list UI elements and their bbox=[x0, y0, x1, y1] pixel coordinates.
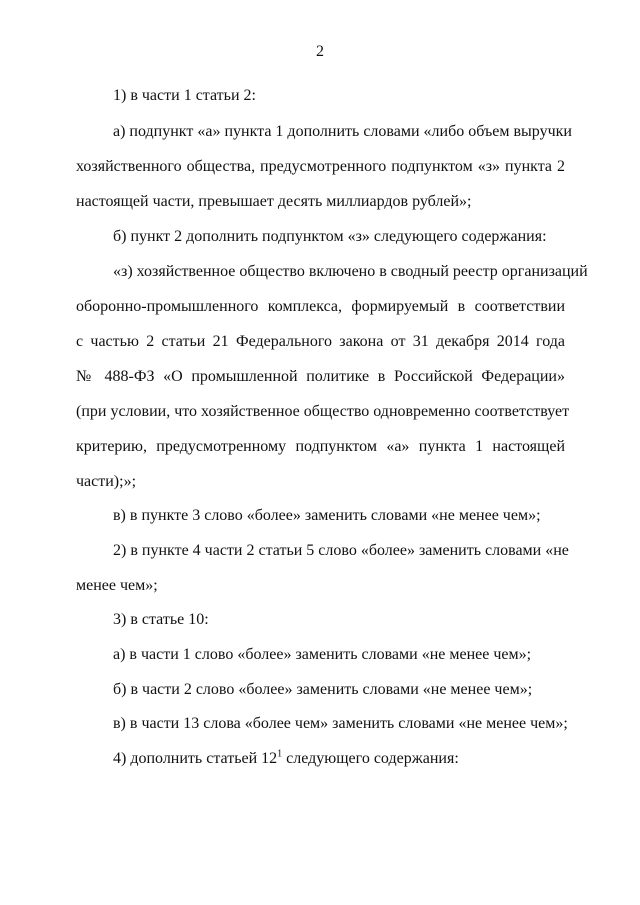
paragraph-line-5: б) пункт 2 дополнить подпунктом «з» следующего содержания: bbox=[113, 228, 547, 245]
paragraph-line-14: 2) в пункте 4 части 2 статьи 5 слово «более» заменить словами «не bbox=[113, 542, 569, 559]
paragraph-line-19: в) в части 13 слова «более чем» заменить словами «не менее чем»; bbox=[113, 715, 568, 732]
paragraph-line-20 bbox=[113, 749, 459, 769]
paragraph-line-3: хозяйственного общества, предусмотренного подпунктом «з» пункта 2 bbox=[76, 158, 565, 175]
page-number: 2 bbox=[316, 43, 324, 60]
paragraph-line-1: 1) в части 1 статьи 2: bbox=[113, 87, 256, 104]
paragraph-line-13: в) в пункте 3 слово «более» заменить словами «не менее чем»; bbox=[113, 507, 541, 524]
article-superscript: 1 bbox=[277, 748, 283, 760]
paragraph-line-7: оборонно-промышленного комплекса, формируемый в соответствии bbox=[76, 298, 565, 315]
paragraph-line-8: с частью 2 статьи 21 Федерального закона от 31 декабря 2014 года bbox=[76, 333, 565, 350]
paragraph-line-11: критерию, предусмотренному подпунктом «а» пункта 1 настоящей bbox=[76, 438, 565, 455]
paragraph-line-4: настоящей части, превышает десять миллиардов рублей»; bbox=[76, 193, 472, 210]
paragraph-line-10: (при условии, что хозяйственное общество одновременно соответствует bbox=[76, 403, 570, 420]
paragraph-line-6: «з) хозяйственное общество включено в сводный реестр организаций bbox=[113, 263, 588, 280]
paragraph-line-17: а) в части 1 слово «более» заменить словами «не менее чем»; bbox=[113, 646, 532, 663]
line-20-text-before: 4) дополнить статьей 12 bbox=[113, 750, 278, 767]
line-20-text-after: следующего содержания: bbox=[282, 750, 459, 767]
paragraph-line-18: б) в части 2 слово «более» заменить словами «не менее чем»; bbox=[113, 681, 533, 698]
paragraph-line-16: 3) в статье 10: bbox=[113, 611, 209, 628]
paragraph-line-9: № 488-ФЗ «О промышленной политике в Российской Федерации» bbox=[76, 368, 565, 385]
paragraph-line-12: части);»; bbox=[76, 473, 137, 490]
paragraph-line-15: менее чем»; bbox=[76, 577, 158, 594]
paragraph-line-2: а) подпункт «а» пункта 1 дополнить словами «либо объем выручки bbox=[113, 123, 572, 140]
